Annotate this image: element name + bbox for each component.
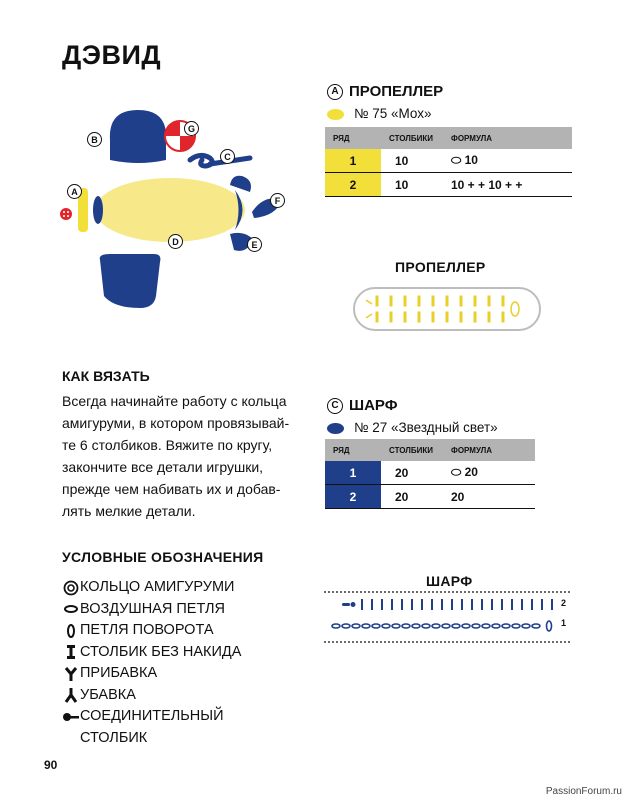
list-item: ПЕТЛЯ ПОВОРОТА	[62, 620, 241, 642]
section-letter-a: A	[327, 84, 343, 100]
magic-ring-icon	[62, 577, 80, 598]
part-label-b: B	[87, 132, 102, 147]
table-row: 1 10 ⬭ 10	[325, 149, 572, 173]
yellow-yarn-swatch	[327, 109, 344, 120]
howto-title: КАК ВЯЗАТЬ	[62, 368, 150, 384]
part-label-f: F	[270, 193, 285, 208]
scarf-table: РЯД СТОЛБИКИ ФОРМУЛА 1 20 ⬭ 20 2 20 20	[325, 439, 535, 509]
list-item: СТОЛБИК	[80, 729, 148, 746]
table-row: 1 20 ⬭ 20	[325, 461, 535, 485]
chain-icon	[62, 599, 80, 620]
propeller-heading: A ПРОПЕЛЛЕР	[327, 83, 443, 100]
scarf-heading: C ШАРФ	[327, 397, 398, 414]
single-crochet-icon	[62, 642, 80, 663]
section-letter-c: C	[327, 398, 343, 414]
airplane-illustration	[50, 100, 300, 320]
list-item: КОЛЬЦО АМИГУРУМИ	[62, 577, 241, 599]
watermark: PassionForum.ru	[545, 786, 622, 797]
list-item: ВОЗДУШНАЯ ПЕТЛЯ	[62, 599, 241, 621]
scarf-row-number-1: 1	[561, 618, 567, 628]
scarf-stitch-diagram	[322, 589, 572, 645]
legend-title: УСЛОВНЫЕ ОБОЗНАЧЕНИЯ	[62, 549, 264, 565]
list-item: ПРИБАВКА	[62, 663, 241, 685]
legend	[62, 577, 241, 749]
propeller-yarn: № 75 «Мох»	[327, 106, 432, 121]
button-shape	[60, 208, 72, 220]
scarf-yarn: № 27 «Звездный свет»	[327, 420, 498, 435]
list-item: СОЕДИНИТЕЛЬНЫЙ	[62, 706, 241, 728]
top-wing-shape	[110, 110, 166, 163]
list-item: УБАВКА	[62, 685, 241, 707]
table-row: 2 10 10 + + 10 + +	[325, 173, 572, 197]
page-number: 90	[44, 758, 58, 772]
turning-loop-icon	[62, 620, 80, 641]
list-item: СТОЛБИК БЕЗ НАКИДА	[62, 642, 241, 664]
page-title: ДЭВИД	[62, 40, 162, 70]
decrease-icon	[62, 685, 80, 706]
body-shape	[95, 178, 245, 242]
bottom-wing-shape	[100, 254, 161, 308]
scarf-row-number-2: 2	[561, 598, 567, 608]
propeller-diagram-title: ПРОПЕЛЛЕР	[395, 259, 486, 275]
scarf-diagram-title: ШАРФ	[426, 573, 473, 589]
propeller-table: РЯД СТОЛБИКИ ФОРМУЛА 1 10 ⬭ 10 2 10 10 + + 10 + +	[325, 127, 572, 197]
part-label-c: C	[220, 149, 235, 164]
increase-icon	[62, 663, 80, 684]
part-label-e: E	[247, 237, 262, 252]
part-label-g: G	[184, 121, 199, 136]
part-label-d: D	[168, 234, 183, 249]
howto-body: Всегда начинайте работу с кольца амигуруми, в котором провязывай- те 6 столбиков. Вяжите по кругу, закончите все детали игрушки, прежде чем набивать их и добав- лять мелкие детали.	[62, 393, 290, 519]
table-row: 2 20 20	[325, 485, 535, 509]
propeller-stitch-diagram	[352, 286, 542, 332]
part-label-a: A	[67, 184, 82, 199]
blue-yarn-swatch	[327, 423, 344, 434]
slip-stitch-icon	[62, 706, 80, 727]
